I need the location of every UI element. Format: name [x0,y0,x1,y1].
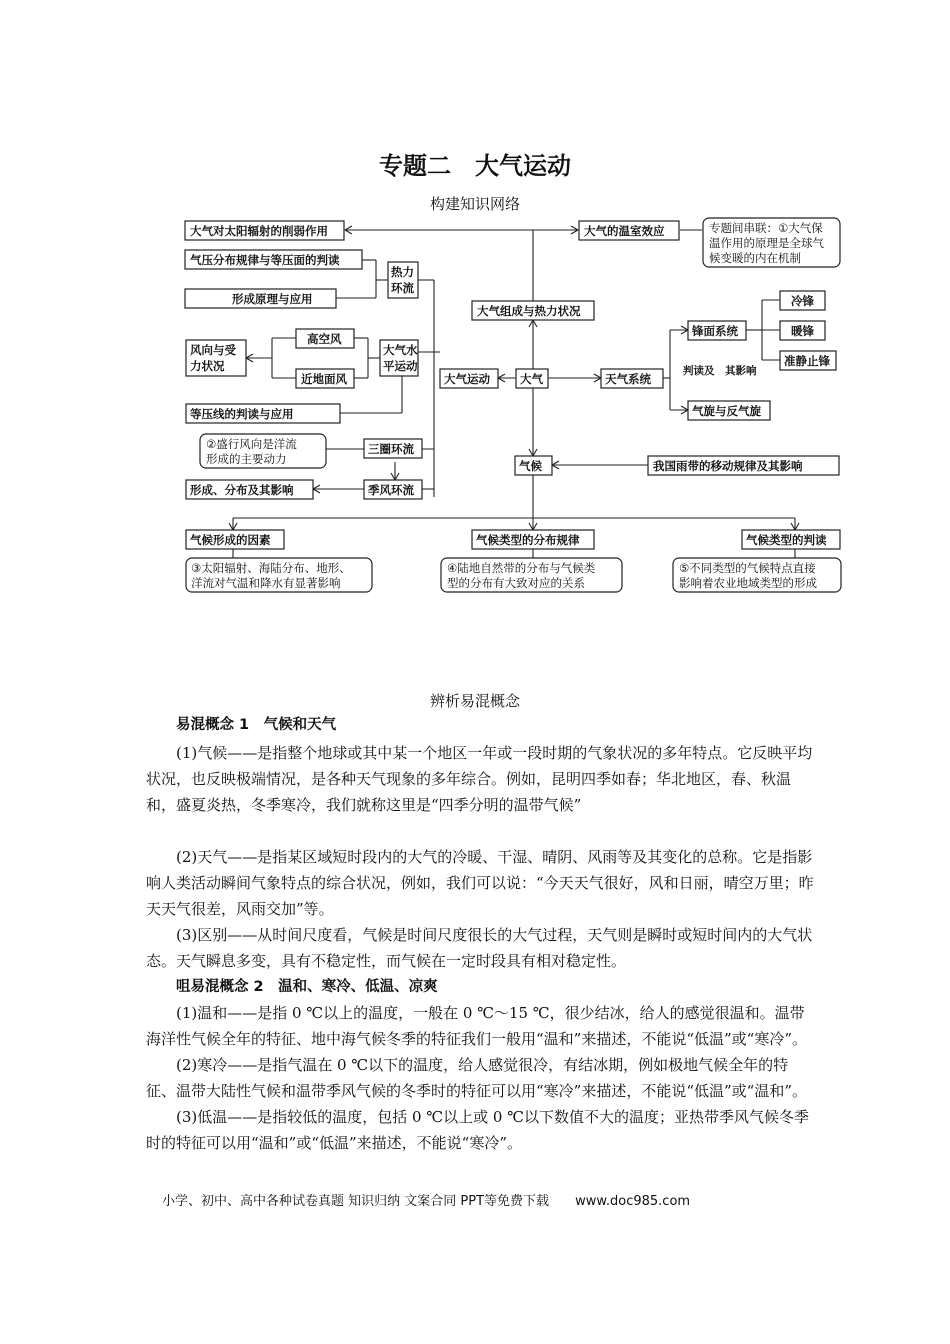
footer-site-link[interactable]: www.doc985.com [575,1194,691,1209]
note-1-line-1: 专题间串联：①大气保 [709,221,823,235]
node-wind-line-2: 力状况 [190,359,225,373]
note-3-line-1: ③太阳辐射、海陆分布、地形、 [191,561,351,575]
node-horizontal-line-2: 平运动 [383,359,418,373]
node-composition-label: 大气组成与热力状况 [477,304,581,318]
node-climate-judge-label: 气候类型的判读 [746,533,827,547]
node-greenhouse-label: 大气的温室效应 [584,224,665,238]
node-thermal-line-1: 热力 [391,265,414,279]
section-title-confusing-concepts: 辨析易混概念 [429,692,520,710]
node-low-wind-label: 近地面风 [301,372,347,386]
note-4-line-1: ④陆地自然带的分布与气候类 [447,561,596,575]
node-climate-dist-label: 气候类型的分布规律 [476,533,580,547]
node-atmospheric-motion-label: 大气运动 [444,372,490,386]
node-thermal-line-2: 环流 [391,281,414,295]
diagram-connectors [229,226,799,558]
note-1-line-3: 候变暖的内在机制 [709,251,801,265]
note-2-line-1: ②盛行风向是洋流 [206,437,297,451]
paragraph-difference: (3)区别——从时间尺度看，气候是时间尺度很长的大气过程，天气则是瞬时或短时间内的大气状态。天气瞬息多变，具有不稳定性，而气候在一定时段具有相对稳定性。 [146,926,813,970]
note-4-line-2: 型的分布有大致对应的关系 [447,576,585,590]
node-high-wind-label: 高空风 [307,332,342,346]
node-rain-belt-label: 我国雨带的移动规律及其影响 [653,459,803,473]
footer-text: 小学、初中、高中各种试卷真题 知识归纳 文案合同 PPT等免费下载 [162,1194,550,1209]
node-front-system-label: 锋面系统 [692,324,738,338]
node-warm-front-label: 暖锋 [791,324,814,338]
label-judge-influence: 判读及 其影响 [683,365,757,377]
note-5-line-2: 影响着农业地域类型的形成 [679,576,817,590]
node-three-cell-label: 三圈环流 [368,442,414,456]
note-5-line-1: ⑤不同类型的气候特点直接 [679,561,816,575]
node-pressure-judge-label: 气压分布规律与等压面的判读 [190,253,340,267]
paragraph-mild: (1)温和——是指 0 ℃以上的温度，一般在 0 ℃～15 ℃，很少结冰，给人的感觉很温和。温带海洋性气候全年的特征、地中海气候冬季的特征我们一般用“温和”来描述，不能说“低温”或“寒冷”。 [146,1004,808,1048]
node-horizontal-line-1: 大气水 [383,343,418,357]
node-climate-label: 气候 [519,459,542,473]
paragraph-weather: (2)天气——是指某区域短时段内的大气的冷暖、干湿、晴阴、风雨等及其变化的总称。它是指影响人类活动瞬间气象特点的综合状况，例如，我们可以说：“今天天气很好，风和日丽，晴空万里；昨天天气很差，风雨交加”等。 [146,848,814,918]
page-footer [162,1190,696,1209]
node-wind-line-1: 风向与受 [190,343,236,357]
node-weather-system-label: 天气系统 [605,372,651,386]
node-climate-factors-label: 气候形成的因素 [190,533,271,547]
concept-1-heading: 易混概念 1 气候和天气 [176,717,337,733]
paragraph-cold: (2)寒冷——是指气温在 0 ℃以下的温度，给人感觉很冷，有结冰期，例如极地气候全年的特征、温带大陆性气候和温带季风气候的冬季时的特征可以用“寒冷”来描述，不能说“低温”或“温和”。 [146,1056,808,1100]
node-form-dist-label: 形成、分布及其影响 [190,483,294,497]
node-isobar-label: 等压线的判读与应用 [190,407,294,421]
page-title: 专题二 大气运动 [379,152,571,180]
node-stationary-front-label: 准静止锋 [784,354,830,368]
node-atmosphere-label: 大气 [520,372,543,386]
node-monsoon-label: 季风环流 [368,483,414,497]
node-cold-front-label: 冷锋 [791,294,814,308]
concepts-body [146,712,816,1156]
node-solar-weaken-label: 大气对太阳辐射的削弱作用 [190,224,328,238]
node-cyclone-label: 气旋与反气旋 [692,404,761,418]
knowledge-network-diagram [0,0,950,620]
node-formation-label: 形成原理与应用 [232,292,313,306]
paragraph-low-temp: (3)低温——是指较低的温度，包括 0 ℃以上或 0 ℃以下数值不大的温度；亚热带季风气候冬季时的特征可以用“温和”或“低温”来描述，不能说“寒冷”。 [146,1108,809,1152]
concept-2-heading: 咀易混概念 2 温和、寒冷、低温、凉爽 [176,979,438,995]
note-2-line-2: 形成的主要动力 [206,452,287,466]
paragraph-climate: (1)气候——是指整个地球或其中某一个地区一年或一段时期的气象状况的多年特点。它反映平均状况，也反映极端情况，是各种天气现象的多年综合。例如，昆明四季如春；华北地区，春、秋温和，盛夏炎热，冬季寒冷，我们就称这里是“四季分明的温带气候” [146,744,813,814]
note-1-line-2: 温作用的原理是全球气 [709,236,824,250]
note-3-line-2: 洋流对气温和降水有显著影响 [191,576,341,590]
section-title-knowledge-network: 构建知识网络 [429,195,520,213]
